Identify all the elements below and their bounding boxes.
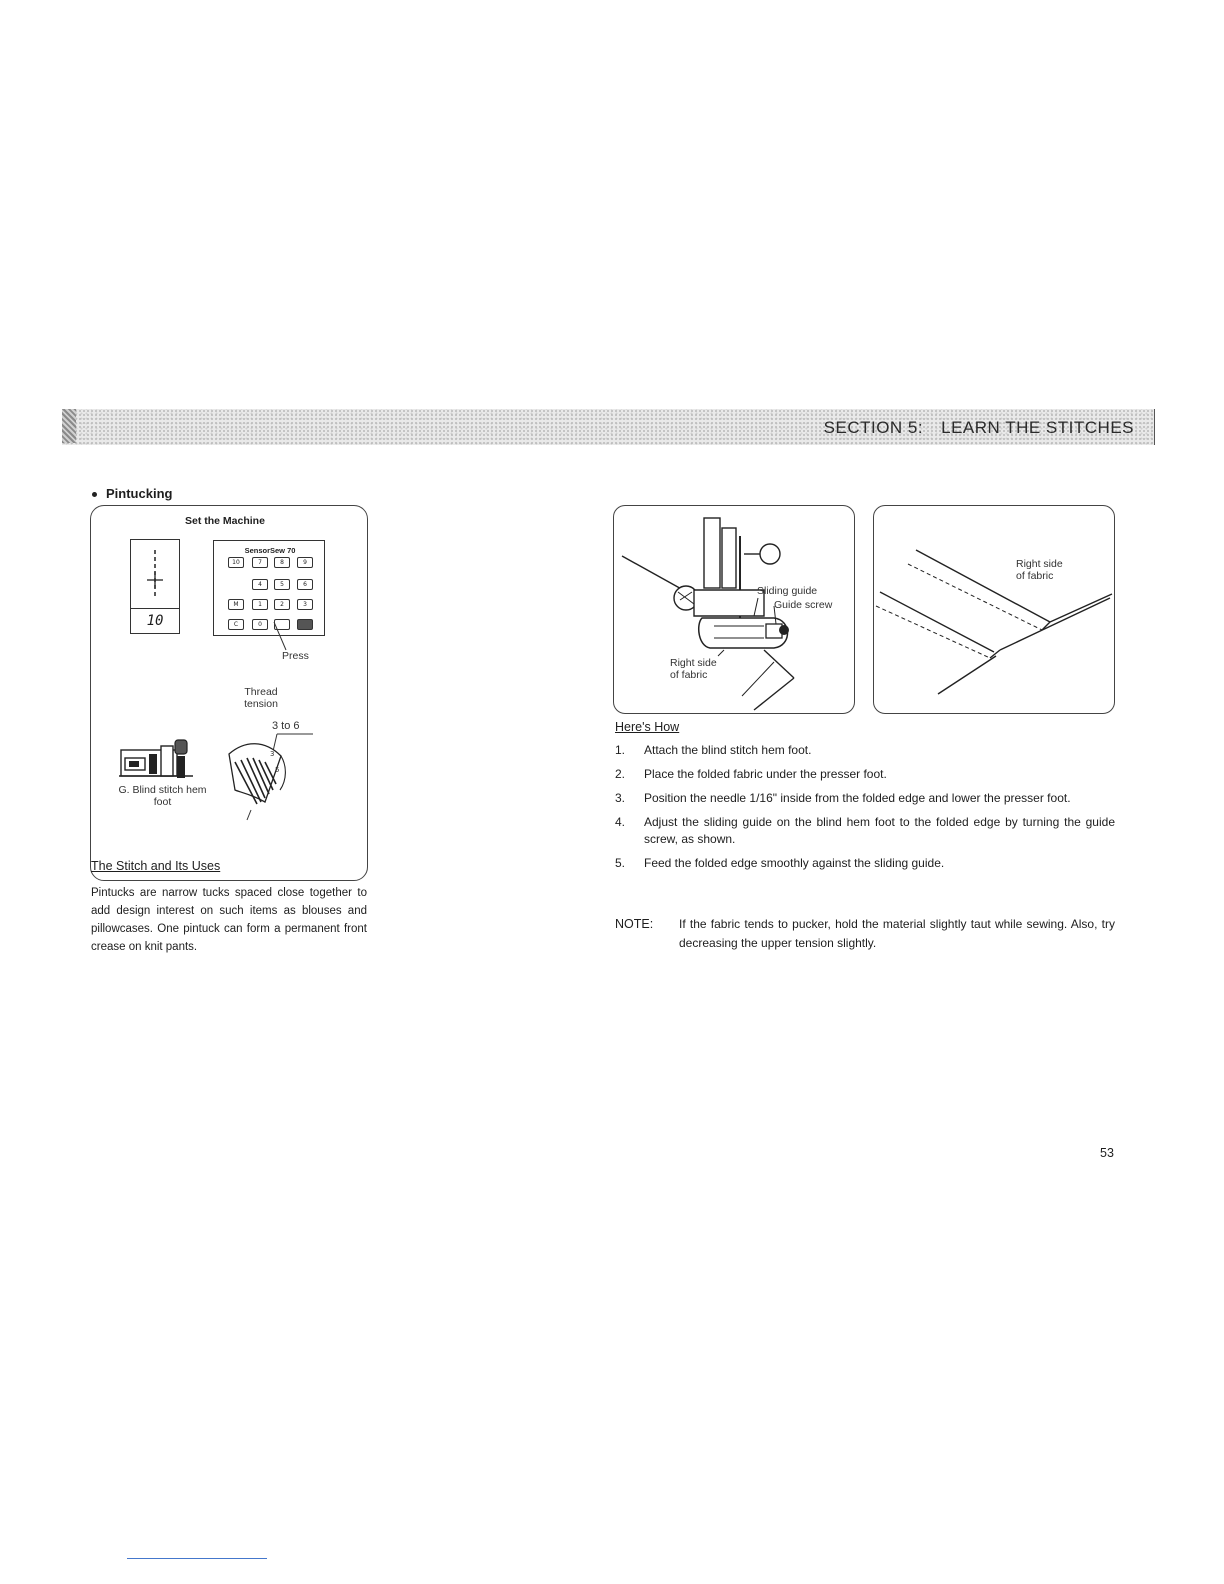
footer-rule: [127, 1558, 267, 1559]
list-item: [615, 766, 1115, 783]
key-9[interactable]: 9: [297, 557, 313, 568]
step-number: 4.: [615, 815, 626, 829]
section-name: LEARN THE STITCHES: [941, 418, 1134, 437]
note-label: NOTE:: [615, 917, 654, 931]
pintuck-stitch-icon: [131, 540, 179, 608]
key-c[interactable]: C: [228, 619, 244, 630]
note-block: [615, 915, 1115, 953]
key-m[interactable]: M: [228, 599, 244, 610]
tension-dial-icon: [225, 732, 320, 822]
svg-text:3: 3: [270, 750, 275, 758]
note-text: If the fabric tends to pucker, hold the material slightly taut while sewing. Also, try decreasing the upper tension slightly.: [679, 917, 1115, 950]
list-item: [615, 814, 1115, 848]
key-1[interactable]: 1: [252, 599, 268, 610]
step-text: Place the folded fabric under the presser foot.: [644, 767, 887, 781]
right-side-label: Right side: [670, 657, 717, 669]
folded-fabric-figure: [873, 505, 1115, 714]
guide-screw-label: Guide screw: [774, 599, 833, 611]
right-side-label-2: Right side: [1016, 558, 1063, 570]
list-item: [615, 855, 1115, 872]
step-text: Attach the blind stitch hem foot.: [644, 743, 812, 757]
foot-label: G. Blind stitch hem foot: [118, 784, 207, 808]
tension-range-label: 3 to 6: [272, 720, 300, 732]
keypad-panel: [213, 540, 325, 636]
keypad-brand: SensorSew 70: [244, 546, 296, 555]
key-10[interactable]: 10: [228, 557, 244, 568]
stitch-pattern-display: [130, 539, 180, 634]
pintucking-heading: [92, 486, 172, 501]
step-number: 3.: [615, 791, 626, 805]
press-label: Press: [282, 650, 309, 662]
key-0[interactable]: 0: [252, 619, 268, 630]
blind-stitch-foot-icon: [117, 738, 197, 782]
uses-body: Pintucks are narrow tucks spaced close together to add design interest on such items as blouses and pillowcases. One pintuck can form a permanent front crease on knit pants.: [91, 887, 367, 953]
step-number: 1.: [615, 743, 626, 757]
header-corner-pattern: [62, 409, 76, 443]
sliding-guide-label: Sliding guide: [757, 585, 818, 597]
key-6[interactable]: 6: [297, 579, 313, 590]
key-3[interactable]: 3: [297, 599, 313, 610]
uses-title: The Stitch and Its Uses: [91, 859, 221, 873]
step-text: Feed the folded edge smoothly against the sliding guide.: [644, 856, 945, 870]
step-number: 5.: [615, 856, 626, 870]
list-item: [615, 742, 1115, 759]
key-5[interactable]: 5: [274, 579, 290, 590]
of-fabric-label-2: of fabric: [1016, 570, 1054, 582]
key-2[interactable]: 2: [274, 599, 290, 610]
of-fabric-label: of fabric: [670, 669, 708, 681]
section-title: [824, 418, 1134, 438]
heres-how-title: Here's How: [615, 720, 680, 734]
heading-text: Pintucking: [106, 486, 173, 501]
steps-list: [615, 742, 1115, 879]
page-number: 53: [1100, 1146, 1114, 1160]
key-8[interactable]: 8: [274, 557, 290, 568]
bullet-icon: [92, 492, 97, 497]
folded-fabric-illustration: [874, 506, 1114, 713]
list-item: [615, 790, 1115, 807]
stitch-number: 10: [146, 613, 164, 629]
section-number: SECTION 5:: [823, 418, 924, 437]
key-4[interactable]: 4: [252, 579, 268, 590]
display-divider: [131, 608, 179, 609]
step-text: Position the needle 1/16" inside from the folded edge and lower the presser foot.: [644, 791, 1071, 805]
press-pointer-line: [270, 620, 300, 652]
step-number: 2.: [615, 767, 626, 781]
key-7[interactable]: 7: [252, 557, 268, 568]
step-text: Adjust the sliding guide on the blind hem foot to the folded edge by turning the guide screw, as shown.: [644, 815, 1115, 846]
svg-text:5: 5: [275, 766, 280, 774]
thread-tension-label: Thread tension: [244, 686, 278, 710]
presser-foot-figure: [613, 505, 855, 714]
set-machine-title: Set the Machine: [185, 515, 265, 527]
